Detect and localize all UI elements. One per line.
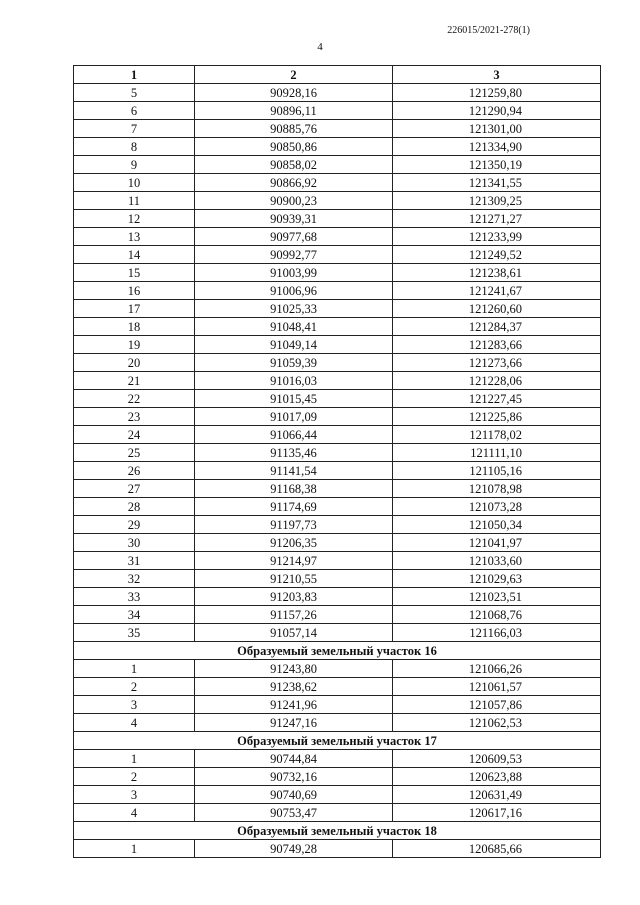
y-coordinate-cell: 120685,66 bbox=[393, 840, 601, 858]
table-row bbox=[74, 804, 601, 822]
y-coordinate-cell: 121241,67 bbox=[393, 282, 601, 300]
table-row bbox=[74, 660, 601, 678]
y-coordinate-cell: 121068,76 bbox=[393, 606, 601, 624]
table-header-row bbox=[74, 66, 601, 84]
y-coordinate-cell: 120617,16 bbox=[393, 804, 601, 822]
x-coordinate-cell: 90858,02 bbox=[195, 156, 393, 174]
y-coordinate-cell: 121233,99 bbox=[393, 228, 601, 246]
point-number-cell: 3 bbox=[74, 696, 195, 714]
y-coordinate-cell: 121249,52 bbox=[393, 246, 601, 264]
point-number-cell: 9 bbox=[74, 156, 195, 174]
x-coordinate-cell: 91247,16 bbox=[195, 714, 393, 732]
point-number-cell: 32 bbox=[74, 570, 195, 588]
point-number-cell: 5 bbox=[74, 84, 195, 102]
table-row bbox=[74, 786, 601, 804]
table-row bbox=[74, 750, 601, 768]
y-coordinate-cell: 120623,88 bbox=[393, 768, 601, 786]
table-row bbox=[74, 714, 601, 732]
x-coordinate-cell: 90744,84 bbox=[195, 750, 393, 768]
table-row bbox=[74, 210, 601, 228]
point-number-cell: 6 bbox=[74, 102, 195, 120]
point-number-cell: 29 bbox=[74, 516, 195, 534]
table-row bbox=[74, 624, 601, 642]
x-coordinate-cell: 91049,14 bbox=[195, 336, 393, 354]
y-coordinate-cell: 121238,61 bbox=[393, 264, 601, 282]
y-coordinate-cell: 121227,45 bbox=[393, 390, 601, 408]
x-coordinate-cell: 90896,11 bbox=[195, 102, 393, 120]
table-row bbox=[74, 678, 601, 696]
table-row bbox=[74, 570, 601, 588]
x-coordinate-cell: 91015,45 bbox=[195, 390, 393, 408]
column-header: 1 bbox=[74, 66, 195, 84]
table-row bbox=[74, 246, 601, 264]
point-number-cell: 18 bbox=[74, 318, 195, 336]
section-title: Образуемый земельный участок 17 bbox=[74, 732, 601, 750]
x-coordinate-cell: 91135,46 bbox=[195, 444, 393, 462]
table-row bbox=[74, 228, 601, 246]
x-coordinate-cell: 91241,96 bbox=[195, 696, 393, 714]
x-coordinate-cell: 91006,96 bbox=[195, 282, 393, 300]
y-coordinate-cell: 121225,86 bbox=[393, 408, 601, 426]
x-coordinate-cell: 90850,86 bbox=[195, 138, 393, 156]
y-coordinate-cell: 121062,53 bbox=[393, 714, 601, 732]
table-row bbox=[74, 372, 601, 390]
y-coordinate-cell: 121260,60 bbox=[393, 300, 601, 318]
point-number-cell: 1 bbox=[74, 660, 195, 678]
y-coordinate-cell: 121073,28 bbox=[393, 498, 601, 516]
table-row bbox=[74, 156, 601, 174]
x-coordinate-cell: 90740,69 bbox=[195, 786, 393, 804]
point-number-cell: 22 bbox=[74, 390, 195, 408]
table-row bbox=[74, 138, 601, 156]
y-coordinate-cell: 121309,25 bbox=[393, 192, 601, 210]
table-row bbox=[74, 480, 601, 498]
point-number-cell: 33 bbox=[74, 588, 195, 606]
table-row bbox=[74, 462, 601, 480]
y-coordinate-cell: 121273,66 bbox=[393, 354, 601, 372]
table-row bbox=[74, 264, 601, 282]
column-header: 2 bbox=[195, 66, 393, 84]
x-coordinate-cell: 91206,35 bbox=[195, 534, 393, 552]
y-coordinate-cell: 121259,80 bbox=[393, 84, 601, 102]
section-title: Образуемый земельный участок 16 bbox=[74, 642, 601, 660]
x-coordinate-cell: 91025,33 bbox=[195, 300, 393, 318]
table-row bbox=[74, 408, 601, 426]
y-coordinate-cell: 121023,51 bbox=[393, 588, 601, 606]
x-coordinate-cell: 91214,97 bbox=[195, 552, 393, 570]
x-coordinate-cell: 90753,47 bbox=[195, 804, 393, 822]
table-row bbox=[74, 588, 601, 606]
x-coordinate-cell: 90732,16 bbox=[195, 768, 393, 786]
point-number-cell: 27 bbox=[74, 480, 195, 498]
table-row bbox=[74, 606, 601, 624]
x-coordinate-cell: 91238,62 bbox=[195, 678, 393, 696]
x-coordinate-cell: 91168,38 bbox=[195, 480, 393, 498]
x-coordinate-cell: 91141,54 bbox=[195, 462, 393, 480]
table-row bbox=[74, 390, 601, 408]
y-coordinate-cell: 121271,27 bbox=[393, 210, 601, 228]
point-number-cell: 1 bbox=[74, 840, 195, 858]
table-row bbox=[74, 318, 601, 336]
x-coordinate-cell: 91210,55 bbox=[195, 570, 393, 588]
section-title-row bbox=[74, 642, 601, 660]
point-number-cell: 20 bbox=[74, 354, 195, 372]
table-row bbox=[74, 84, 601, 102]
y-coordinate-cell: 121057,86 bbox=[393, 696, 601, 714]
y-coordinate-cell: 121350,19 bbox=[393, 156, 601, 174]
y-coordinate-cell: 121341,55 bbox=[393, 174, 601, 192]
x-coordinate-cell: 91203,83 bbox=[195, 588, 393, 606]
point-number-cell: 11 bbox=[74, 192, 195, 210]
section-title-row bbox=[74, 822, 601, 840]
x-coordinate-cell: 91057,14 bbox=[195, 624, 393, 642]
x-coordinate-cell: 90900,23 bbox=[195, 192, 393, 210]
table-row bbox=[74, 426, 601, 444]
table-row bbox=[74, 696, 601, 714]
point-number-cell: 31 bbox=[74, 552, 195, 570]
y-coordinate-cell: 121033,60 bbox=[393, 552, 601, 570]
table-row bbox=[74, 516, 601, 534]
section-title: Образуемый земельный участок 18 bbox=[74, 822, 601, 840]
y-coordinate-cell: 121050,34 bbox=[393, 516, 601, 534]
point-number-cell: 15 bbox=[74, 264, 195, 282]
x-coordinate-cell: 90939,31 bbox=[195, 210, 393, 228]
x-coordinate-cell: 90749,28 bbox=[195, 840, 393, 858]
table-row bbox=[74, 300, 601, 318]
table-row bbox=[74, 354, 601, 372]
x-coordinate-cell: 91016,03 bbox=[195, 372, 393, 390]
x-coordinate-cell: 91003,99 bbox=[195, 264, 393, 282]
point-number-cell: 8 bbox=[74, 138, 195, 156]
column-header: 3 bbox=[393, 66, 601, 84]
point-number-cell: 21 bbox=[74, 372, 195, 390]
point-number-cell: 14 bbox=[74, 246, 195, 264]
table-row bbox=[74, 444, 601, 462]
y-coordinate-cell: 121301,00 bbox=[393, 120, 601, 138]
point-number-cell: 10 bbox=[74, 174, 195, 192]
y-coordinate-cell: 121166,03 bbox=[393, 624, 601, 642]
y-coordinate-cell: 121228,06 bbox=[393, 372, 601, 390]
y-coordinate-cell: 120609,53 bbox=[393, 750, 601, 768]
y-coordinate-cell: 121178,02 bbox=[393, 426, 601, 444]
x-coordinate-cell: 90928,16 bbox=[195, 84, 393, 102]
section-title-row bbox=[74, 732, 601, 750]
table-row bbox=[74, 498, 601, 516]
point-number-cell: 35 bbox=[74, 624, 195, 642]
document-number: 226015/2021-278(1) bbox=[447, 25, 530, 36]
y-coordinate-cell: 120631,49 bbox=[393, 786, 601, 804]
point-number-cell: 26 bbox=[74, 462, 195, 480]
point-number-cell: 2 bbox=[74, 678, 195, 696]
point-number-cell: 23 bbox=[74, 408, 195, 426]
y-coordinate-cell: 121283,66 bbox=[393, 336, 601, 354]
y-coordinate-cell: 121078,98 bbox=[393, 480, 601, 498]
coordinates-table bbox=[73, 65, 601, 858]
page-number: 4 bbox=[317, 41, 323, 53]
y-coordinate-cell: 121334,90 bbox=[393, 138, 601, 156]
point-number-cell: 17 bbox=[74, 300, 195, 318]
point-number-cell: 19 bbox=[74, 336, 195, 354]
x-coordinate-cell: 91197,73 bbox=[195, 516, 393, 534]
x-coordinate-cell: 91174,69 bbox=[195, 498, 393, 516]
point-number-cell: 28 bbox=[74, 498, 195, 516]
table-row bbox=[74, 120, 601, 138]
x-coordinate-cell: 90885,76 bbox=[195, 120, 393, 138]
point-number-cell: 16 bbox=[74, 282, 195, 300]
table-row bbox=[74, 840, 601, 858]
point-number-cell: 4 bbox=[74, 714, 195, 732]
table-row bbox=[74, 174, 601, 192]
y-coordinate-cell: 121061,57 bbox=[393, 678, 601, 696]
y-coordinate-cell: 121029,63 bbox=[393, 570, 601, 588]
y-coordinate-cell: 121284,37 bbox=[393, 318, 601, 336]
point-number-cell: 3 bbox=[74, 786, 195, 804]
point-number-cell: 25 bbox=[74, 444, 195, 462]
table-row bbox=[74, 534, 601, 552]
table-row bbox=[74, 192, 601, 210]
x-coordinate-cell: 91243,80 bbox=[195, 660, 393, 678]
x-coordinate-cell: 91157,26 bbox=[195, 606, 393, 624]
point-number-cell: 2 bbox=[74, 768, 195, 786]
point-number-cell: 7 bbox=[74, 120, 195, 138]
x-coordinate-cell: 91066,44 bbox=[195, 426, 393, 444]
y-coordinate-cell: 121111,10 bbox=[393, 444, 601, 462]
table-row bbox=[74, 282, 601, 300]
y-coordinate-cell: 121105,16 bbox=[393, 462, 601, 480]
table-row bbox=[74, 336, 601, 354]
table-row bbox=[74, 102, 601, 120]
y-coordinate-cell: 121290,94 bbox=[393, 102, 601, 120]
point-number-cell: 34 bbox=[74, 606, 195, 624]
table-row bbox=[74, 552, 601, 570]
x-coordinate-cell: 91017,09 bbox=[195, 408, 393, 426]
y-coordinate-cell: 121041,97 bbox=[393, 534, 601, 552]
x-coordinate-cell: 91059,39 bbox=[195, 354, 393, 372]
x-coordinate-cell: 91048,41 bbox=[195, 318, 393, 336]
point-number-cell: 13 bbox=[74, 228, 195, 246]
point-number-cell: 30 bbox=[74, 534, 195, 552]
x-coordinate-cell: 90977,68 bbox=[195, 228, 393, 246]
table-row bbox=[74, 768, 601, 786]
x-coordinate-cell: 90992,77 bbox=[195, 246, 393, 264]
point-number-cell: 1 bbox=[74, 750, 195, 768]
point-number-cell: 24 bbox=[74, 426, 195, 444]
y-coordinate-cell: 121066,26 bbox=[393, 660, 601, 678]
x-coordinate-cell: 90866,92 bbox=[195, 174, 393, 192]
point-number-cell: 4 bbox=[74, 804, 195, 822]
point-number-cell: 12 bbox=[74, 210, 195, 228]
